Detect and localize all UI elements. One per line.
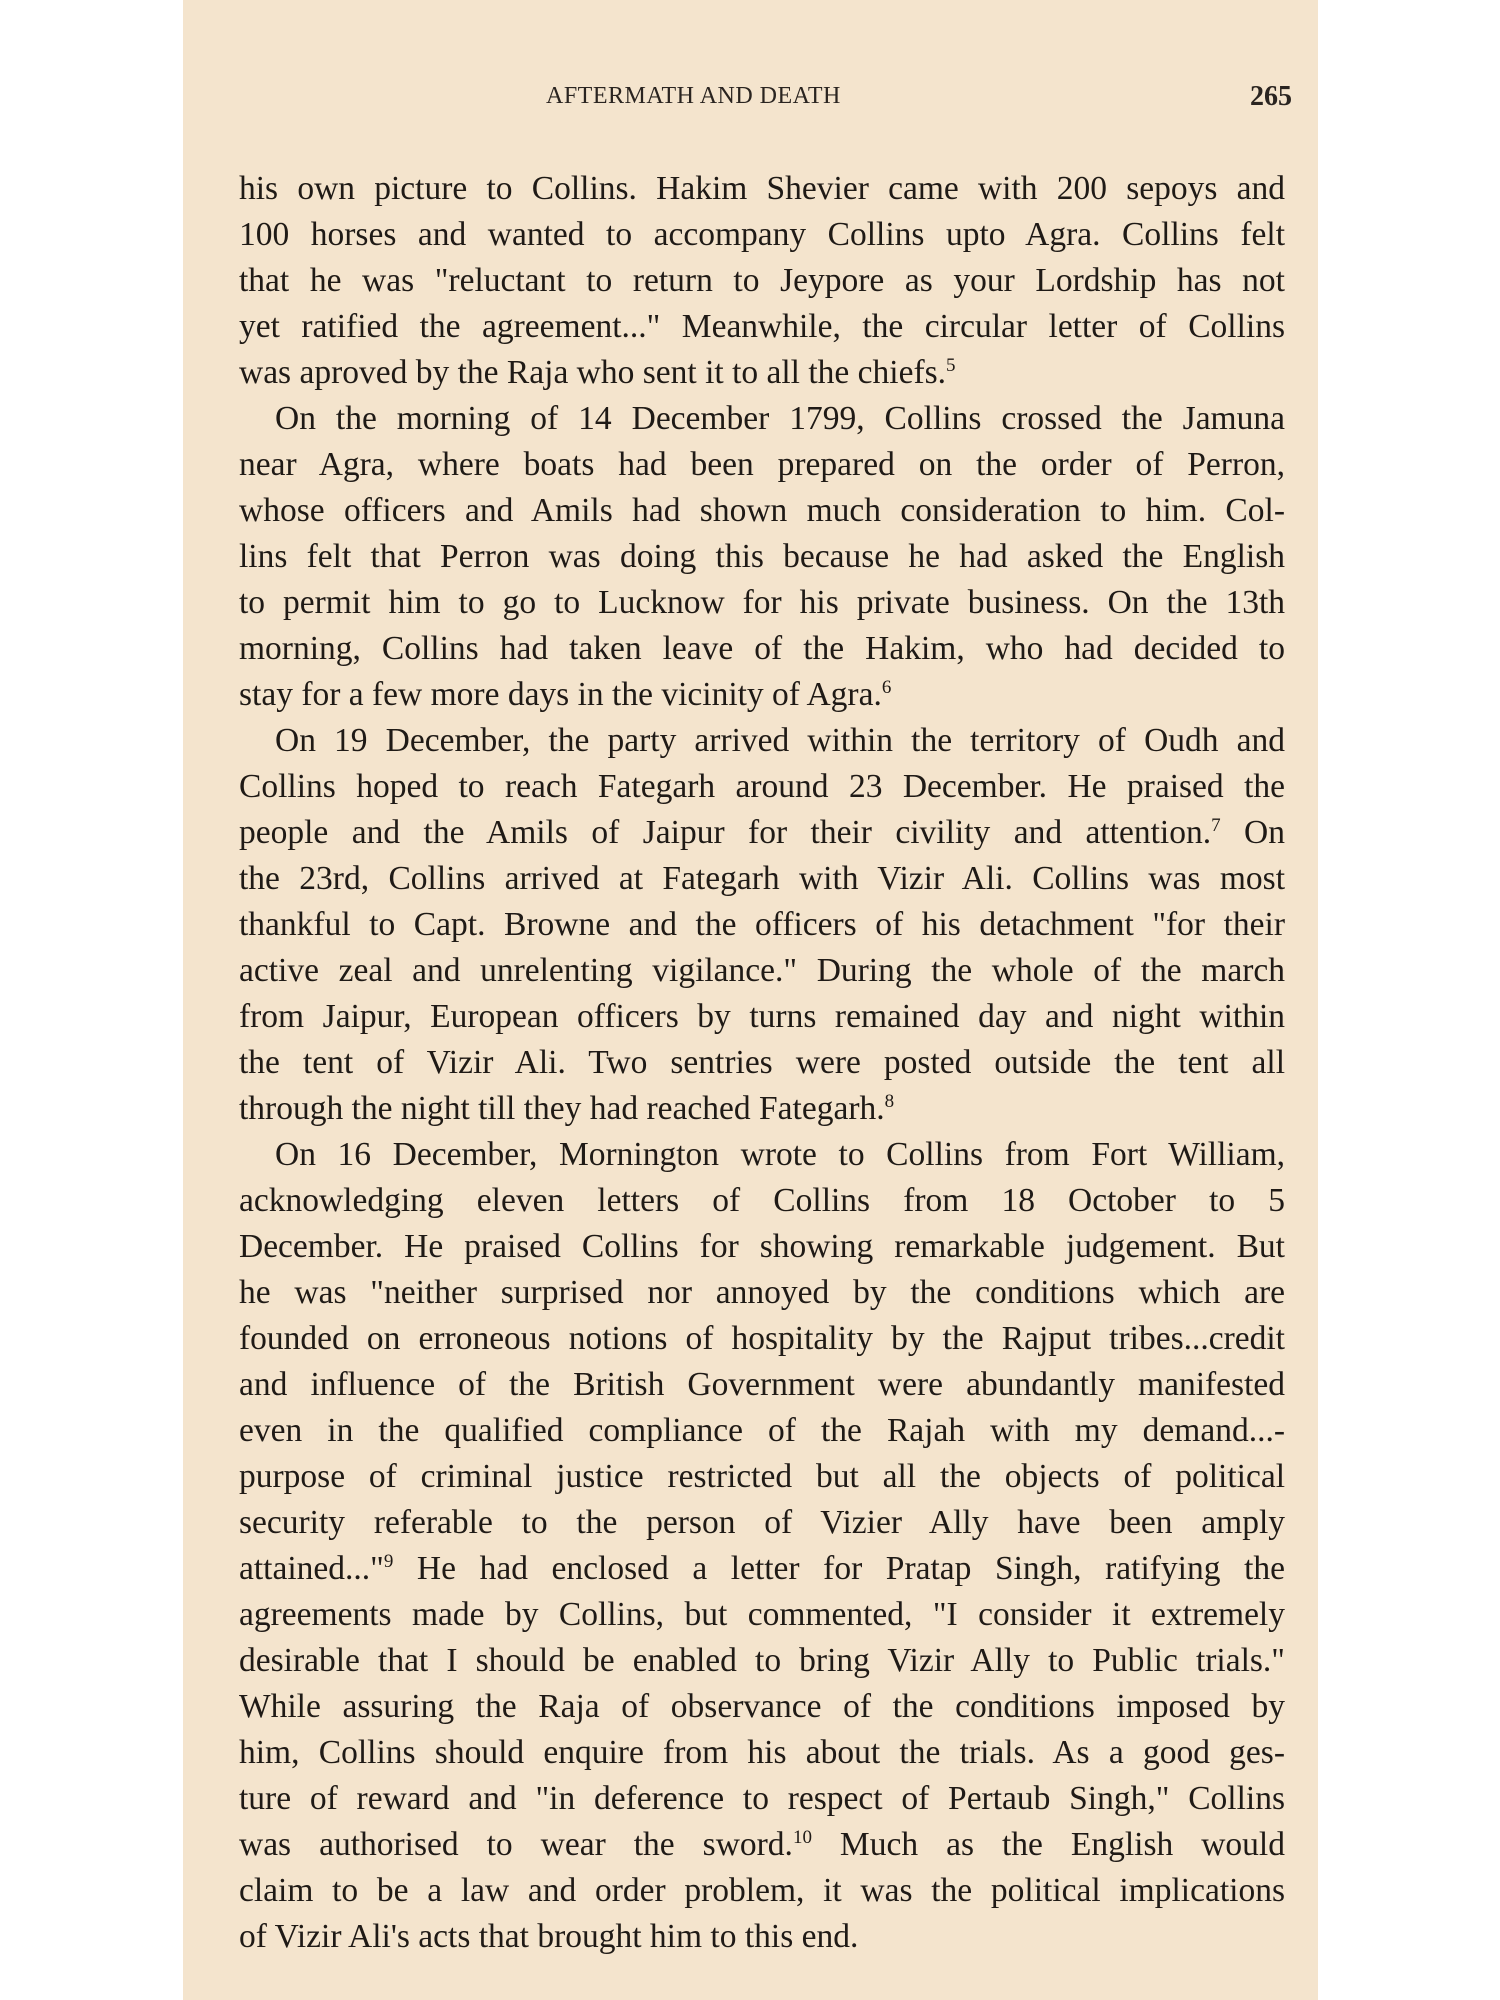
text-line (239, 1868, 1285, 1914)
line-text: near Agra, where boats had been prepared on the order of Perron, (239, 446, 1285, 483)
line-text-continued: He had enclosed a letter for Pratap Singh, ratifying the (393, 1550, 1285, 1587)
text-line (239, 1316, 1285, 1362)
footnote-marker: 8 (884, 1090, 895, 1112)
line-text: claim to be a law and order problem, it was the political implications (239, 1872, 1285, 1909)
text-line (239, 1638, 1285, 1684)
paragraph (239, 166, 1285, 396)
text-line (239, 1454, 1285, 1500)
line-text: attained..." (239, 1550, 384, 1587)
line-text: On the morning of 14 December 1799, Collins crossed the Jamuna (275, 400, 1285, 437)
line-text: the tent of Vizir Ali. Two sentries were posted outside the tent all (239, 1044, 1285, 1081)
line-text: of Vizir Ali's acts that brought him to this end. (239, 1918, 859, 1955)
text-line (239, 1822, 1285, 1868)
line-text: through the night till they had reached Fategarh. (239, 1090, 885, 1127)
text-line (239, 442, 1285, 488)
line-text: active zeal and unrelenting vigilance." During the whole of the march (239, 952, 1285, 989)
line-text: from Jaipur, European officers by turns remained day and night within (239, 998, 1285, 1035)
line-text: acknowledging eleven letters of Collins from 18 October to 5 (239, 1182, 1285, 1219)
text-line (239, 1270, 1285, 1316)
line-text: morning, Collins had taken leave of the Hakim, who had decided to (239, 630, 1285, 667)
text-line (239, 1178, 1285, 1224)
line-text: On 16 December, Mornington wrote to Collins from Fort William, (275, 1136, 1285, 1173)
text-line (239, 1086, 1285, 1132)
chapter-title: AFTERMATH AND DEATH (546, 83, 841, 109)
paragraph (239, 396, 1285, 718)
text-line (239, 1362, 1285, 1408)
text-line (239, 166, 1285, 212)
line-text: even in the qualified compliance of the Rajah with my demand...- (239, 1412, 1285, 1449)
line-text: stay for a few more days in the vicinity of Agra. (239, 676, 882, 713)
line-text: was authorised to wear the sword. (239, 1826, 793, 1863)
text-line (239, 1730, 1285, 1776)
line-text: While assuring the Raja of observance of the conditions imposed by (239, 1688, 1285, 1725)
line-text: yet ratified the agreement..." Meanwhile, the circular letter of Collins (239, 308, 1285, 345)
footnote-marker: 9 (383, 1550, 394, 1572)
text-line (239, 1500, 1285, 1546)
text-line (239, 764, 1285, 810)
text-line (239, 350, 1285, 396)
running-head (183, 83, 1318, 123)
footnote-marker: 7 (1211, 814, 1221, 836)
line-text: purpose of criminal justice restricted but all the objects of political (239, 1458, 1285, 1495)
text-line (239, 212, 1285, 258)
line-text: thankful to Capt. Browne and the officers of his detachment "for their (239, 906, 1285, 943)
line-text: ture of reward and "in deference to respect of Pertaub Singh," Collins (239, 1780, 1285, 1817)
text-line (239, 534, 1285, 580)
text-line (239, 1224, 1285, 1270)
text-line (239, 580, 1285, 626)
footnote-marker: 10 (792, 1826, 812, 1848)
text-line (239, 626, 1285, 672)
line-text: him, Collins should enquire from his about the trials. As a good ges- (239, 1734, 1285, 1771)
text-line (239, 810, 1285, 856)
text-line (239, 1914, 1285, 1960)
body-text (239, 166, 1285, 1960)
line-text-continued: Much as the English would (811, 1826, 1285, 1863)
text-line (239, 258, 1285, 304)
line-text: whose officers and Amils had shown much consideration to him. Col- (239, 492, 1285, 529)
paragraph (239, 718, 1285, 1132)
text-line (239, 1684, 1285, 1730)
text-line (239, 948, 1285, 994)
line-text: was aproved by the Raja who sent it to all the chiefs. (239, 354, 947, 391)
footnote-marker: 5 (946, 354, 956, 376)
line-text: and influence of the British Government were abundantly manifested (239, 1366, 1285, 1403)
text-line (239, 1040, 1285, 1086)
text-line (239, 856, 1285, 902)
line-text: Collins hoped to reach Fategarh around 23 December. He praised the (239, 768, 1285, 805)
text-line (239, 304, 1285, 350)
line-text-continued: On (1220, 814, 1285, 851)
line-text: to permit him to go to Lucknow for his private business. On the 13th (239, 584, 1285, 621)
line-text: desirable that I should be enabled to bring Vizir Ally to Public trials." (239, 1642, 1285, 1679)
line-text: security referable to the person of Vizier Ally have been amply (239, 1504, 1285, 1541)
book-page (183, 0, 1318, 2000)
line-text: 100 horses and wanted to accompany Collins upto Agra. Collins felt (239, 216, 1285, 253)
line-text: people and the Amils of Jaipur for their civility and attention. (239, 814, 1212, 851)
text-line (239, 672, 1285, 718)
line-text: he was "neither surprised nor annoyed by the conditions which are (239, 1274, 1285, 1311)
text-line (239, 1408, 1285, 1454)
text-line (239, 396, 1285, 442)
paragraph (239, 1132, 1285, 1960)
text-line (239, 1776, 1285, 1822)
line-text: lins felt that Perron was doing this because he had asked the English (239, 538, 1285, 575)
line-text: his own picture to Collins. Hakim Shevier came with 200 sepoys and (239, 170, 1285, 207)
text-line (239, 994, 1285, 1040)
line-text: agreements made by Collins, but commented, "I consider it extremely (239, 1596, 1285, 1633)
text-line (239, 902, 1285, 948)
line-text: December. He praised Collins for showing remarkable judgement. But (239, 1228, 1285, 1265)
line-text: that he was "reluctant to return to Jeypore as your Lordship has not (239, 262, 1285, 299)
text-line (239, 718, 1285, 764)
page-number: 265 (1250, 81, 1292, 112)
footnote-marker: 6 (881, 676, 892, 698)
line-text: the 23rd, Collins arrived at Fategarh with Vizir Ali. Collins was most (239, 860, 1285, 897)
line-text: On 19 December, the party arrived within the territory of Oudh and (275, 722, 1285, 759)
text-line (239, 1132, 1285, 1178)
text-line (239, 1592, 1285, 1638)
line-text: founded on erroneous notions of hospitality by the Rajput tribes...credit (239, 1320, 1285, 1357)
text-line (239, 1546, 1285, 1592)
text-line (239, 488, 1285, 534)
